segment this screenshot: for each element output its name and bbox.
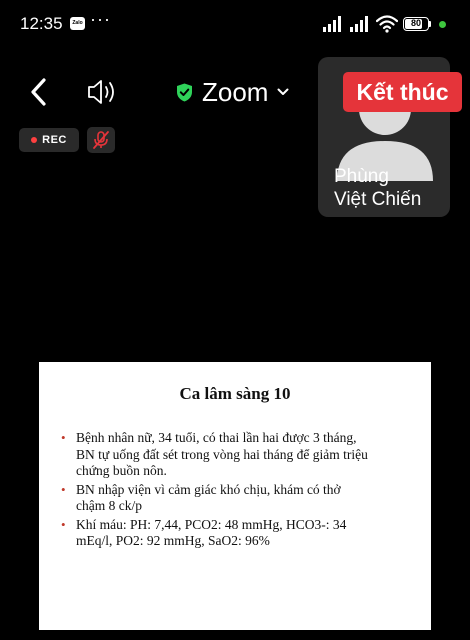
shield-check-icon xyxy=(176,83,193,102)
battery-icon xyxy=(403,17,429,31)
bullet-line: Bệnh nhân nữ, 34 tuổi, có thai lần hai được 3 tháng, xyxy=(76,430,357,445)
slide-bullet xyxy=(61,517,401,550)
meeting-title: Zoom xyxy=(202,76,269,107)
bullet-line: chậm 8 ck/p xyxy=(76,498,142,513)
bullet-line: chứng buồn nôn. xyxy=(76,463,167,478)
bullet-marker: • xyxy=(61,430,66,445)
bullet-line: BN tự uống đất sét trong vòng hai tháng để giảm triệu xyxy=(76,446,368,462)
camera-in-use-indicator xyxy=(439,21,446,28)
status-time: 12:35 xyxy=(20,14,63,33)
bullet-line: BN nhập viện vì cảm giác khó chịu, khám có thở xyxy=(76,481,341,497)
cellular-signal-2-icon xyxy=(350,16,372,32)
participant-name-line2: Việt Chiến xyxy=(334,189,422,210)
wifi-icon xyxy=(376,15,398,33)
bullet-line: mEq/l, PO2: 92 mmHg, SaO2: 96% xyxy=(76,533,270,548)
battery-tip xyxy=(429,21,431,27)
participant-name xyxy=(334,165,446,211)
slide-bullet xyxy=(61,482,401,515)
speaker-icon[interactable] xyxy=(84,76,120,108)
mic-muted-badge[interactable] xyxy=(87,127,115,153)
mic-off-icon xyxy=(92,130,110,150)
status-bar xyxy=(0,0,470,50)
slide-title: Ca lâm sàng 10 xyxy=(179,384,291,403)
end-meeting-button[interactable]: Kết thúc xyxy=(343,72,462,112)
battery-percent: 80 xyxy=(410,18,421,28)
bullet-line: Khí máu: PH: 7,44, PCO2: 48 mmHg, HCO3-: 34 xyxy=(76,516,347,532)
chevron-down-icon xyxy=(277,88,289,96)
slide-bullet-list xyxy=(61,430,401,552)
back-button[interactable] xyxy=(24,74,54,110)
recording-dot-icon xyxy=(31,137,37,143)
recording-badge[interactable] xyxy=(19,128,79,152)
zalo-notification-icon: Zalo xyxy=(70,17,85,30)
bullet-marker: • xyxy=(61,516,66,532)
recording-label: REC xyxy=(42,134,67,146)
more-notifications-icon: ··· xyxy=(90,9,111,29)
meeting-title-dropdown[interactable] xyxy=(176,74,289,110)
cellular-signal-icon xyxy=(323,16,345,32)
bullet-marker: • xyxy=(61,481,66,497)
slide-bullet xyxy=(61,430,401,480)
shared-screen-slide xyxy=(39,362,431,630)
participant-name-line1: Phùng xyxy=(334,166,389,187)
